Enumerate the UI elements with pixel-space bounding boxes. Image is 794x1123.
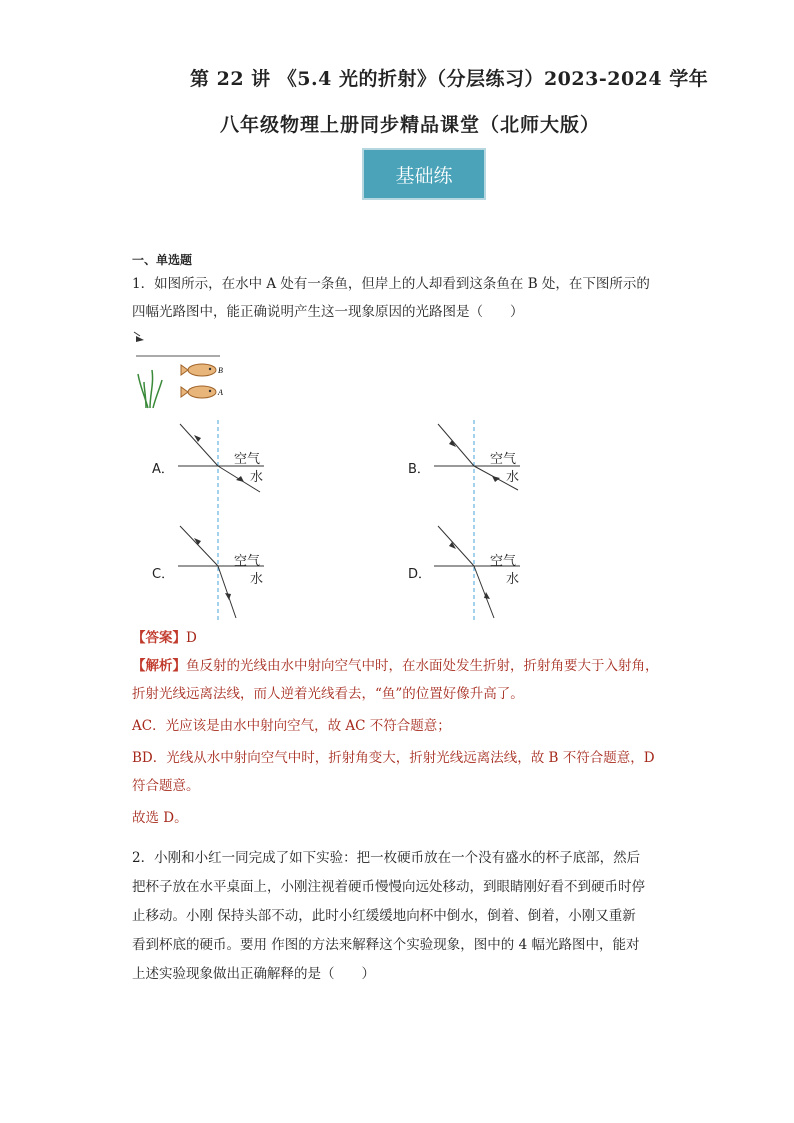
answer-value: D (186, 630, 197, 646)
fish-label-A: A (218, 388, 223, 397)
question-2-line3: 止移动。小刚 保持头部不动，此时小红缓缓地向杯中倒水，倒着、倒着，小刚又重新 (132, 908, 636, 924)
option-b-label: B． (408, 462, 430, 477)
analysis-tag: 【解析】 (132, 658, 186, 674)
analysis-text1: 鱼反射的光线由水中射向空气中时，在水面处发生折射，折射角要大于入射角， (186, 658, 659, 674)
grass-icon (138, 370, 162, 408)
option-d-water-label: 水 (506, 572, 520, 587)
level-badge: 基础练 (362, 148, 486, 200)
analysis-bd-line2: 符合题意。 (132, 778, 200, 794)
analysis-bd-line1: BD．光线从水中射向空气中时，折射角变大，折射光线远离法线，故 B 不符合题意，D (132, 750, 655, 766)
document-title-line1: 第 22 讲 《5.4 光的折射》（分层练习）2023-2024 学年 (190, 68, 709, 90)
fish-scene-figure (132, 330, 242, 412)
document-title-line2: 八年级物理上册同步精品课堂（北师大版） (220, 114, 601, 136)
eye-icon (134, 332, 144, 342)
analysis-ac: AC．光应该是由水中射向空气，故 AC 不符合题意； (132, 718, 451, 734)
question-1-line2: 四幅光路图中，能正确说明产生这一现象原因的光路图是（ ） (132, 304, 524, 320)
question-1-line1: 1．如图所示，在水中 A 处有一条鱼，但岸上的人却看到这条鱼在 B 处，在下图所示的 (132, 276, 650, 292)
analysis-line2: 折射光线远离法线，而人逆着光线看去，“鱼”的位置好像升高了。 (132, 686, 524, 702)
question-2 (132, 844, 662, 989)
fish-label-B: B (218, 366, 223, 375)
fish-real-A (181, 386, 216, 398)
option-b-air-label: 空气 (490, 452, 517, 467)
option-c-air-label: 空气 (234, 554, 261, 569)
question-2-line2: 把杯子放在水平桌面上，小刚注视着硬币慢慢向远处移动，到眼睛刚好看不到硬币时停 (132, 879, 645, 895)
option-b-water-label: 水 (506, 470, 520, 485)
section-heading: 一、单选题 (132, 253, 193, 267)
question-2-line5: 上述实验现象做出正确解释的是（ ） (132, 966, 375, 982)
answer-tag: 【答案】 (132, 630, 186, 646)
option-d-air-label: 空气 (490, 554, 517, 569)
analysis-conclusion: 故选 D。 (132, 810, 188, 826)
option-a-label: A． (152, 462, 174, 477)
option-a-air-label: 空气 (234, 452, 261, 467)
question-2-line4: 看到杯底的硬币。要用 作图的方法来解释这个实验现象，图中的 4 幅光路图中，能对 (132, 937, 640, 953)
option-c-water-label: 水 (250, 572, 264, 587)
answer-block (132, 624, 662, 832)
question-1 (132, 270, 662, 326)
option-d-label: D． (408, 567, 432, 582)
option-a-water-label: 水 (250, 470, 264, 485)
question-2-line1: 2．小刚和小红一同完成了如下实验：把一枚硬币放在一个没有盛水的杯子底部，然后 (132, 850, 641, 866)
answer-line (132, 624, 662, 652)
fish-image-B (181, 364, 216, 376)
option-c-label: C． (152, 567, 175, 582)
analysis-line1 (132, 652, 662, 680)
